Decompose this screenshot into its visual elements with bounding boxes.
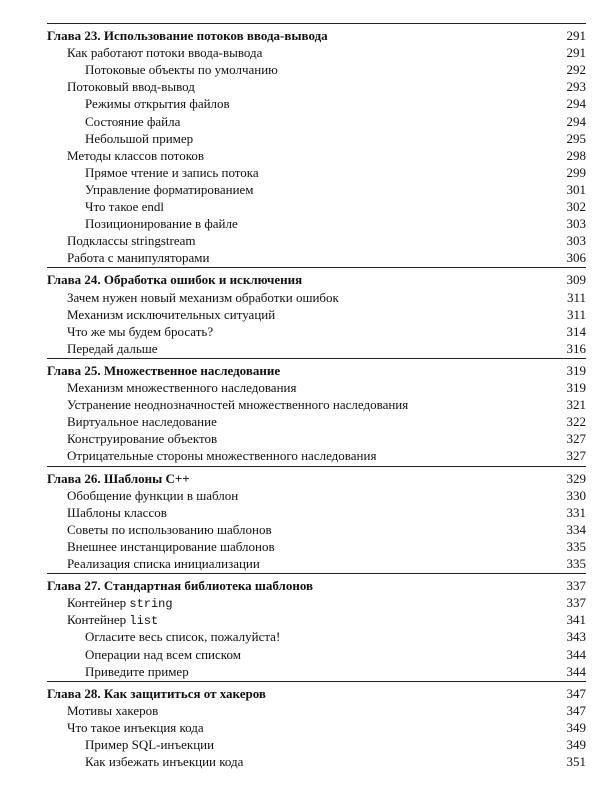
toc-chapter-heading[interactable]	[0, 685, 600, 703]
toc-subsection-item[interactable]	[0, 164, 600, 182]
chapter-divider	[47, 466, 586, 467]
toc-entry-page-number: 322	[566, 414, 586, 430]
toc-section-item[interactable]	[0, 147, 600, 165]
toc-entry-title	[85, 736, 214, 754]
toc-subsection-item[interactable]	[0, 95, 600, 113]
toc-entry-title-text: Советы по использованию шаблонов	[67, 521, 272, 537]
toc-entry-title-text: Потоковые объекты по умолчанию	[85, 62, 278, 78]
toc-subsection-item[interactable]	[0, 753, 600, 771]
toc-entry-page-number: 349	[566, 737, 586, 752]
toc-section-item[interactable]	[0, 379, 600, 397]
toc-entry-page-number: 341	[566, 612, 586, 628]
toc-entry-page-number: 303	[566, 216, 586, 232]
toc-section-item[interactable]	[0, 719, 600, 737]
toc-entry-title	[67, 232, 196, 250]
toc-entry-title-text: Контейнер	[67, 595, 130, 611]
toc-subsection-item[interactable]	[0, 215, 600, 233]
toc-entry-title-text: Контейнер	[67, 612, 130, 628]
toc-entry-title-text: Что же мы будем бросать?	[67, 323, 214, 339]
toc-entry-title	[85, 181, 254, 199]
toc-section-item[interactable]	[0, 396, 600, 414]
toc-entry-page-number: 337	[566, 595, 586, 611]
toc-entry-title-text: Прямое чтение и запись потока	[85, 164, 259, 180]
toc-entry-page-number: 347	[566, 685, 586, 701]
chapter-divider	[47, 358, 586, 359]
toc-entry-title-text: Конструирование объектов	[67, 431, 218, 447]
toc-entry-page-number: 298	[566, 147, 586, 163]
toc-entry-title	[67, 555, 260, 573]
toc-entry-title	[85, 753, 243, 771]
toc-entry-title-text: Глава 25. Множественное наследование	[47, 362, 281, 378]
toc-section-item[interactable]	[0, 232, 600, 250]
toc-chapter-heading[interactable]	[0, 27, 600, 45]
toc-entry-title	[47, 577, 313, 595]
toc-section-item[interactable]	[0, 340, 600, 358]
toc-entry-title	[85, 215, 238, 233]
toc-entry-title	[67, 289, 339, 307]
toc-subsection-item[interactable]	[0, 646, 600, 664]
toc-entry-title-text: Работа с манипуляторами	[67, 250, 210, 266]
toc-chapter-heading[interactable]	[0, 362, 600, 380]
toc-entry-title	[67, 521, 272, 539]
toc-entry-title	[85, 198, 164, 216]
toc-entry-title	[67, 719, 204, 737]
toc-section-item[interactable]	[0, 594, 600, 612]
toc-entry-title-text: Операции над всем списком	[85, 646, 241, 662]
toc-entry-title-text: Методы классов потоков	[67, 147, 204, 163]
toc-entry-page-number: 294	[566, 96, 586, 112]
toc-section-item[interactable]	[0, 430, 600, 448]
toc-chapter-heading[interactable]	[0, 271, 600, 289]
toc-subsection-item[interactable]	[0, 663, 600, 681]
toc-entry-title-text: Огласите весь список, пожалуйста!	[85, 629, 281, 645]
toc-entry-page-number: 319	[566, 380, 586, 395]
toc-entry-page-number: 327	[566, 431, 586, 447]
toc-entry-page-number: 316	[566, 340, 586, 356]
toc-entry-page-number: 294	[566, 113, 586, 129]
toc-entry-title	[47, 685, 266, 703]
toc-section-item[interactable]	[0, 611, 600, 629]
toc-section-item[interactable]	[0, 323, 600, 341]
toc-entry-title-text: Глава 23. Использование потоков ввода-вывода	[47, 28, 328, 43]
toc-entry-code: list	[129, 614, 159, 629]
toc-entry-title-text: Отрицательные стороны множественного наследования	[67, 448, 377, 464]
toc-entry-title-text: Устранение неоднозначностей множественного наследования	[67, 397, 409, 413]
toc-subsection-item[interactable]	[0, 736, 600, 754]
toc-entry-title-text: Потоковый ввод-вывод	[67, 79, 195, 95]
toc-entry-title	[47, 470, 190, 488]
toc-entry-page-number: 292	[566, 62, 586, 78]
toc-entry-page-number: 343	[566, 629, 586, 645]
toc-entry-title-text: Внешнее инстанцирование шаблонов	[67, 538, 275, 554]
toc-entry-title	[85, 130, 193, 148]
toc-entry-page-number: 351	[566, 754, 586, 770]
toc-entry-title	[67, 340, 158, 358]
toc-entry-title	[67, 396, 408, 414]
toc-subsection-item[interactable]	[0, 181, 600, 199]
toc-entry-page-number: 349	[566, 719, 586, 735]
toc-entry-title-text: Пример SQL-инъекции	[85, 737, 215, 752]
toc-entry-title	[67, 487, 238, 505]
toc-section-item[interactable]	[0, 702, 600, 720]
toc-entry-title	[67, 306, 275, 324]
toc-entry-title	[85, 663, 189, 681]
toc-entry-title	[67, 147, 204, 165]
toc-entry-page-number: 330	[566, 487, 586, 503]
toc-subsection-item[interactable]	[0, 113, 600, 131]
toc-entry-page-number: 337	[566, 578, 586, 594]
toc-entry-page-number: 335	[566, 538, 586, 554]
toc-section-item[interactable]	[0, 413, 600, 431]
toc-section-item[interactable]	[0, 78, 600, 96]
chapter-divider	[47, 23, 586, 24]
toc-entry-title-text: Приведите пример	[85, 663, 189, 679]
toc-entry-page-number: 309	[566, 272, 586, 288]
toc-entry-page-number: 335	[566, 556, 586, 571]
toc-entry-title-text: Как работают потоки ввода-вывода	[67, 45, 263, 61]
toc-entry-code: string	[129, 597, 173, 612]
toc-entry-title	[85, 95, 230, 113]
toc-entry-page-number: 291	[566, 45, 586, 61]
toc-section-item[interactable]	[0, 249, 600, 267]
toc-entry-title	[85, 113, 180, 131]
toc-entry-page-number: 303	[566, 233, 586, 249]
toc-entry-title-text: Режимы открытия файлов	[85, 96, 230, 112]
toc-section-item[interactable]	[0, 555, 600, 573]
toc-entry-title-text: Подклассы stringstream	[67, 233, 196, 249]
toc-entry-title	[67, 323, 213, 341]
toc-chapter-heading[interactable]	[0, 577, 600, 595]
toc-entry-title-text: Реализация списка инициализации	[67, 556, 260, 571]
toc-entry-title	[47, 27, 328, 45]
toc-subsection-item[interactable]	[0, 628, 600, 646]
toc-entry-title-text: Глава 27. Стандартная библиотека шаблонов	[47, 578, 314, 594]
toc-entry-page-number: 314	[566, 323, 586, 339]
toc-entry-title-text: Состояние файла	[85, 113, 181, 129]
toc-subsection-item[interactable]	[0, 130, 600, 148]
toc-section-item[interactable]	[0, 538, 600, 556]
toc-entry-page-number: 306	[566, 250, 586, 266]
toc-entry-title	[85, 61, 278, 79]
toc-entry-title	[67, 249, 209, 267]
toc-entry-page-number: 321	[566, 397, 586, 413]
toc-section-item[interactable]	[0, 447, 600, 465]
toc-entry-page-number: 344	[566, 663, 586, 679]
toc-entry-page-number: 327	[566, 448, 586, 464]
chapter-divider	[47, 267, 586, 268]
toc-entry-title	[67, 78, 195, 96]
toc-entry-title-text: Мотивы хакеров	[67, 702, 159, 718]
toc-entry-title-text: Механизм исключительных ситуаций	[67, 306, 276, 322]
toc-entry-title-text: Зачем нужен новый механизм обработки ошибок	[67, 289, 339, 305]
toc-entry-title	[85, 628, 280, 646]
toc-entry-page-number: 301	[566, 181, 586, 197]
chapter-divider	[47, 681, 586, 682]
toc-entry-title	[67, 702, 158, 720]
toc-entry-title-text: Небольшой пример	[85, 130, 194, 146]
toc-entry-title-text: Позиционирование в файле	[85, 216, 238, 232]
chapter-divider	[47, 573, 586, 574]
toc-entry-page-number: 311	[566, 306, 586, 322]
toc-entry-title	[67, 447, 376, 465]
toc-entry-title	[85, 164, 259, 182]
toc-section-item[interactable]	[0, 306, 600, 324]
toc-entry-title-text: Управление форматированием	[85, 181, 254, 197]
toc-entry-title	[67, 44, 262, 62]
toc-entry-page-number: 344	[566, 646, 586, 662]
toc-entry-page-number: 291	[566, 28, 586, 43]
toc-entry-title	[85, 646, 241, 664]
toc-entry-page-number: 295	[566, 130, 586, 146]
toc-entry-title	[67, 504, 167, 522]
toc-entry-page-number: 334	[566, 521, 586, 537]
toc-entry-title	[67, 379, 296, 397]
toc-section-item[interactable]	[0, 504, 600, 522]
toc-entry-page-number: 331	[566, 504, 586, 520]
toc-entry-page-number: 299	[566, 164, 586, 180]
toc-section-item[interactable]	[0, 289, 600, 307]
toc-entry-title-text: Глава 24. Обработка ошибок и исключения	[47, 272, 303, 288]
toc-entry-title-text: Передай дальше	[67, 340, 158, 356]
toc-entry-page-number: 329	[566, 470, 586, 486]
toc-entry-title	[67, 413, 217, 431]
toc-entry-title-text: Обобщение функции в шаблон	[67, 487, 239, 503]
toc-entry-page-number: 293	[566, 79, 586, 95]
toc-section-item[interactable]	[0, 487, 600, 505]
toc-subsection-item[interactable]	[0, 61, 600, 79]
toc-entry-page-number: 319	[566, 362, 586, 378]
toc-entry-title	[67, 430, 217, 448]
toc-section-item[interactable]	[0, 521, 600, 539]
toc-entry-title-text: Шаблоны классов	[67, 504, 167, 520]
toc-chapter-heading[interactable]	[0, 470, 600, 488]
toc-entry-title-text: Глава 26. Шаблоны С++	[47, 470, 190, 486]
toc-entry-title-text: Глава 28. Как защититься от хакеров	[47, 685, 266, 701]
toc-entry-title-text: Как избежать инъекции кода	[85, 754, 244, 770]
toc-entry-page-number: 347	[566, 702, 586, 718]
toc-subsection-item[interactable]	[0, 198, 600, 216]
toc-entry-title	[47, 271, 302, 289]
toc-entry-title-text: Механизм множественного наследования	[67, 380, 297, 395]
toc-entry-title-text: Что такое инъекция кода	[67, 719, 204, 735]
toc-entry-title	[67, 538, 275, 556]
toc-entry-title-text: Что такое endl	[85, 199, 165, 214]
toc-entry-page-number: 302	[566, 199, 586, 214]
toc-section-item[interactable]	[0, 44, 600, 62]
toc-entry-page-number: 311	[566, 289, 586, 305]
toc-entry-title	[47, 362, 280, 380]
toc-entry-title-text: Виртуальное наследование	[67, 414, 217, 430]
